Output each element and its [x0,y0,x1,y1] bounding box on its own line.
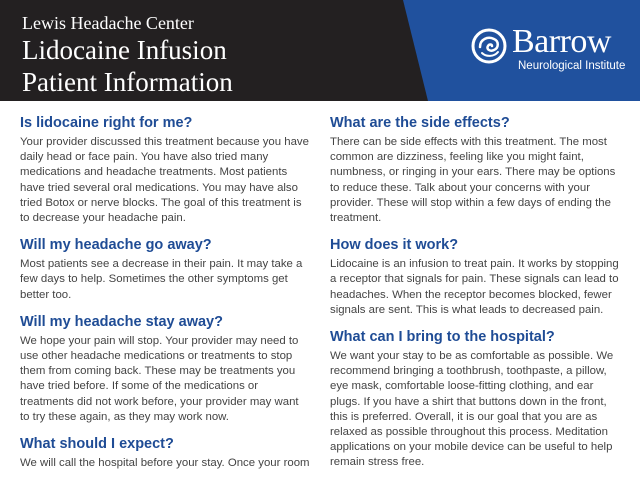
section-how-it-works [330,236,625,318]
logo-subtitle: Neurological Institute [518,60,626,72]
section-body: Lidocaine is an infusion to treat pain. It works by stopping a receptor that signals for pain. These signals can lead to headaches. When the receptor becomes blocked, fewer signals are sent. This is what leads to decreased pain. [330,258,619,316]
section-body: There can be side effects with this treatment. The most common are dizziness, feeling like you might faint, numbness, or ringing in your ears. There may be options to reduce these. Talk about your concerns with your provider. These will stop within a few days of ending the treatment. [330,136,616,225]
document-title-line2: Patient Information [22,67,233,97]
section-heading: Will my headache go away? [20,237,212,254]
section-headache-stay-away [20,313,310,425]
section-heading: How does it work? [330,237,459,254]
left-column [20,108,310,481]
logo-brand-name: Barrow [512,23,611,60]
section-body: We want your stay to be as comfortable as possible. We recommend bringing a toothbrush, toothpaste, a pillow, eye mask, comfortable loose-fitting clothing, and ear plugs. If you have a shirt that buttons down in the front, this is preferred. Overall, it is our goal that you are as relaxed as possible throughout this process. Meditation applications on your mobile device can be useful to help remain stress free. [330,350,614,469]
section-body: We hope your pain will stop. Your provider may need to use other headache medications or treatments to stop them from coming back. These may be treatments you have tried before. If some of the medications or treatments did not work before, your provider may want to try these again, as they may work now. [20,334,299,423]
section-what-to-expect [20,435,310,471]
section-heading: What are the side effects? [330,115,510,131]
section-what-to-bring [330,328,625,471]
section-heading: What should I expect? [20,436,174,453]
section-heading: Will my headache stay away? [20,313,223,330]
document-title-line1: Lidocaine Infusion [22,35,227,65]
right-column [330,108,625,481]
section-headache-go-away [20,236,310,303]
section-body: We will call the hospital before your stay. Once your room [20,457,310,470]
header-banner [0,0,640,101]
section-is-lidocaine-right [20,114,310,226]
brain-logo-icon [470,27,508,65]
section-body: Most patients see a decrease in their pain. It may take a few days to help. Sometimes the other symptoms get better too. [20,258,303,301]
section-body: Your provider discussed this treatment because you have daily head or face pain. You have also tried many medications and headache treatments. Most patients have tried several oral medications. You may have also tried Botox or nerve blocks. The goal of this treatment is to decrease your headache pain. [20,136,309,225]
barrow-logo [470,24,630,80]
section-heading: Is lidocaine right for me? [20,115,193,131]
section-side-effects [330,114,625,226]
section-heading: What can I bring to the hospital? [330,329,555,346]
header-titles [22,12,233,98]
center-name: Lewis Headache Center [22,13,194,33]
